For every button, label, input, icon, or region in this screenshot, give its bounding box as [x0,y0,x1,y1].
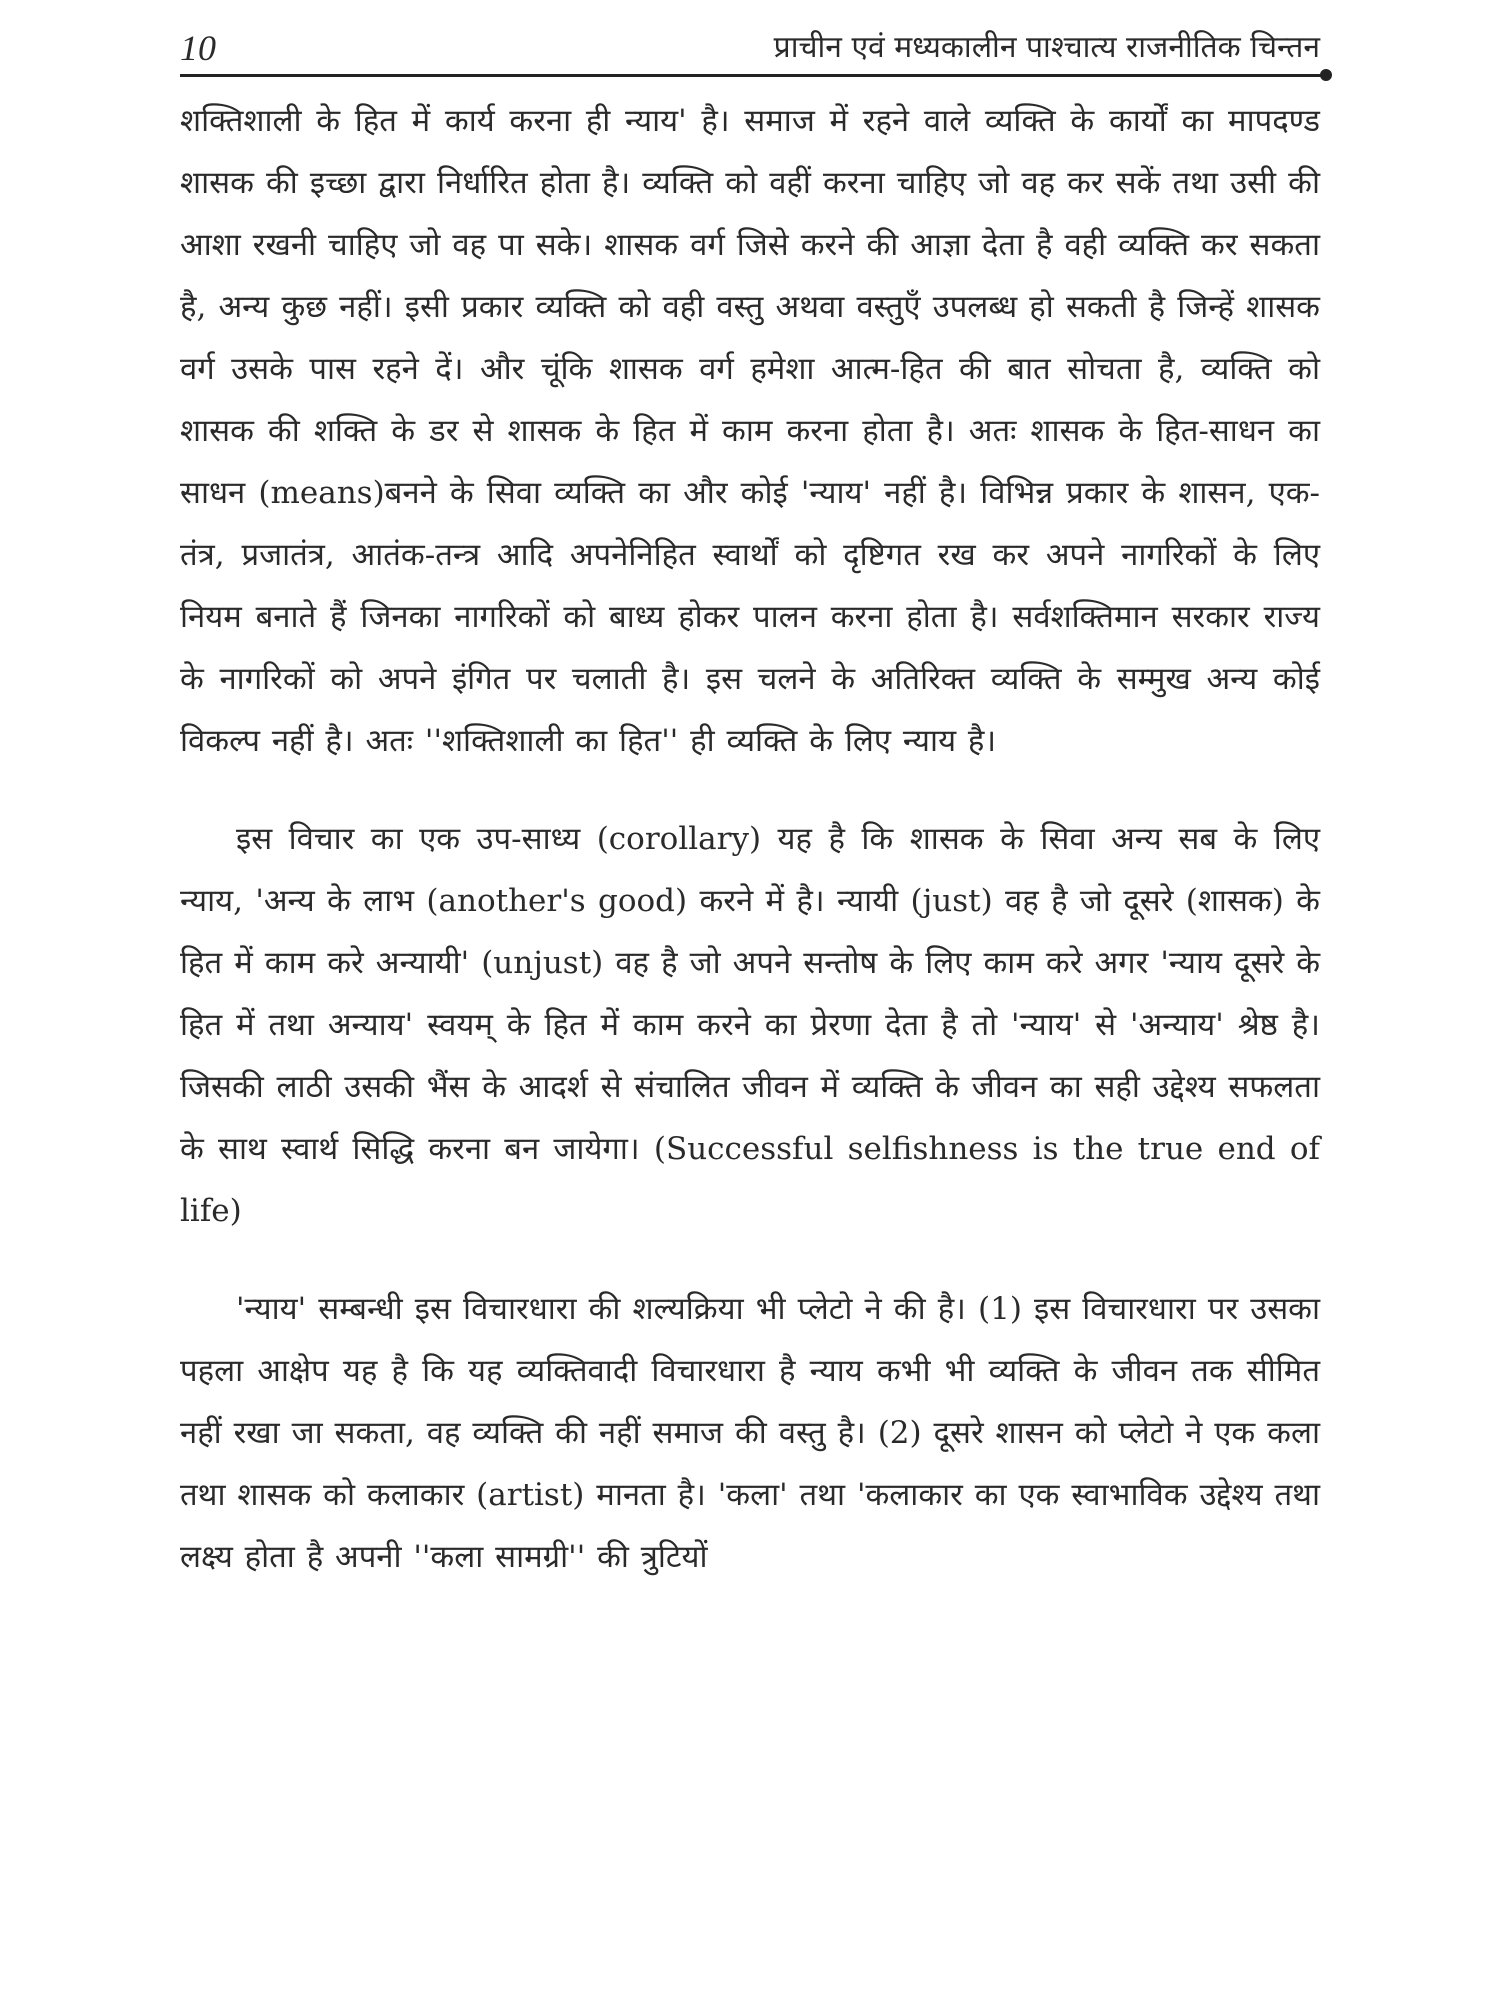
body-text [180,90,1320,1588]
header-rule-ornament [1320,69,1332,81]
paragraph-1: शक्तिशाली के हित में कार्य करना ही न्याय' है। समाज में रहने वाले व्यक्ति के कार्यों का मापदण्ड शासक की इच्छा द्वारा निर्धारित होता है। व्यक्ति को वहीं करना चाहिए जो वह कर सकें तथा उसी की आशा रखनी चाहिए जो वह पा सके। शासक वर्ग जिसे करने की आज्ञा देता है वही व्यक्ति कर सकता है, अन्य कुछ नहीं। इसी प्रकार व्यक्ति को वही वस्तु अथवा वस्तुएँ उपलब्ध हो सकती है जिन्हें शासक वर्ग उसके पास रहने दें। और चूंकि शासक वर्ग हमेशा आत्म-हित की बात सोचता है, व्यक्ति को शासक की शक्ति के डर से शासक के हित में काम करना होता है। अतः शासक के हित-साधन का साधन (means)बनने के सिवा व्यक्ति का और कोई 'न्याय' नहीं है। विभिन्न प्रकार के शासन, एक-तंत्र, प्रजातंत्र, आतंक-तन्त्र आदि अपनेनिहित स्वार्थों को दृष्टिगत रख कर अपने नागरिकों के लिए नियम बनाते हैं जिनका नागरिकों को बाध्य होकर पालन करना होता है। सर्वशक्तिमान सरकार राज्य के नागरिकों को अपने इंगित पर चलाती है। इस चलने के अतिरिक्त व्यक्ति के सम्मुख अन्य कोई विकल्प नहीं है। अतः ''शक्तिशाली का हित'' ही व्यक्ति के लिए न्याय है। [180,103,1320,759]
paragraph-3: 'न्याय' सम्बन्धी इस विचारधारा की शल्यक्रिया भी प्लेटो ने की है। (1) इस विचारधारा पर उसका पहला आक्षेप यह है कि यह व्यक्तिवादी विचारधारा है न्याय कभी भी व्यक्ति के जीवन तक सीमित नहीं रखा जा सकता, वह व्यक्ति की नहीं समाज की वस्तु है। (2) दूसरे शासन को प्लेटो ने एक कला तथा शासक को कलाकार (artist) मानता है। 'कला' तथा 'कलाकार का एक स्वाभाविक उद्देश्य तथा लक्ष्य होता है अपनी ''कला सामग्री'' की त्रुटियों [180,1291,1320,1575]
page-number: 10 [180,28,216,68]
running-title: प्राचीन एवं मध्यकालीन पाश्चात्य राजनीतिक चिन्तन [773,30,1320,65]
paragraph-2: इस विचार का एक उप-साध्य (corollary) यह है कि शासक के सिवा अन्य सब के लिए न्याय, 'अन्य के लाभ (another's good) करने में है। न्यायी (just) वह है जो दूसरे (शासक) के हित में काम करे अन्यायी' (unjust) वह है जो अपने सन्तोष के लिए काम करे अगर 'न्याय दूसरे के हित में तथा अन्याय' स्वयम् के हित में काम करने का प्रेरणा देता है तो 'न्याय' से 'अन्याय' श्रेष्ठ है। जिसकी लाठी उसकी भैंस के आदर्श से संचालित जीवन में व्यक्ति के जीवन का सही उद्देश्य सफलता के साथ स्वार्थ सिद्धि करना बन जायेगा। (Successful selfishness is the true end of life) [180,821,1320,1229]
page-header [180,22,1330,74]
header-rule [180,74,1325,77]
